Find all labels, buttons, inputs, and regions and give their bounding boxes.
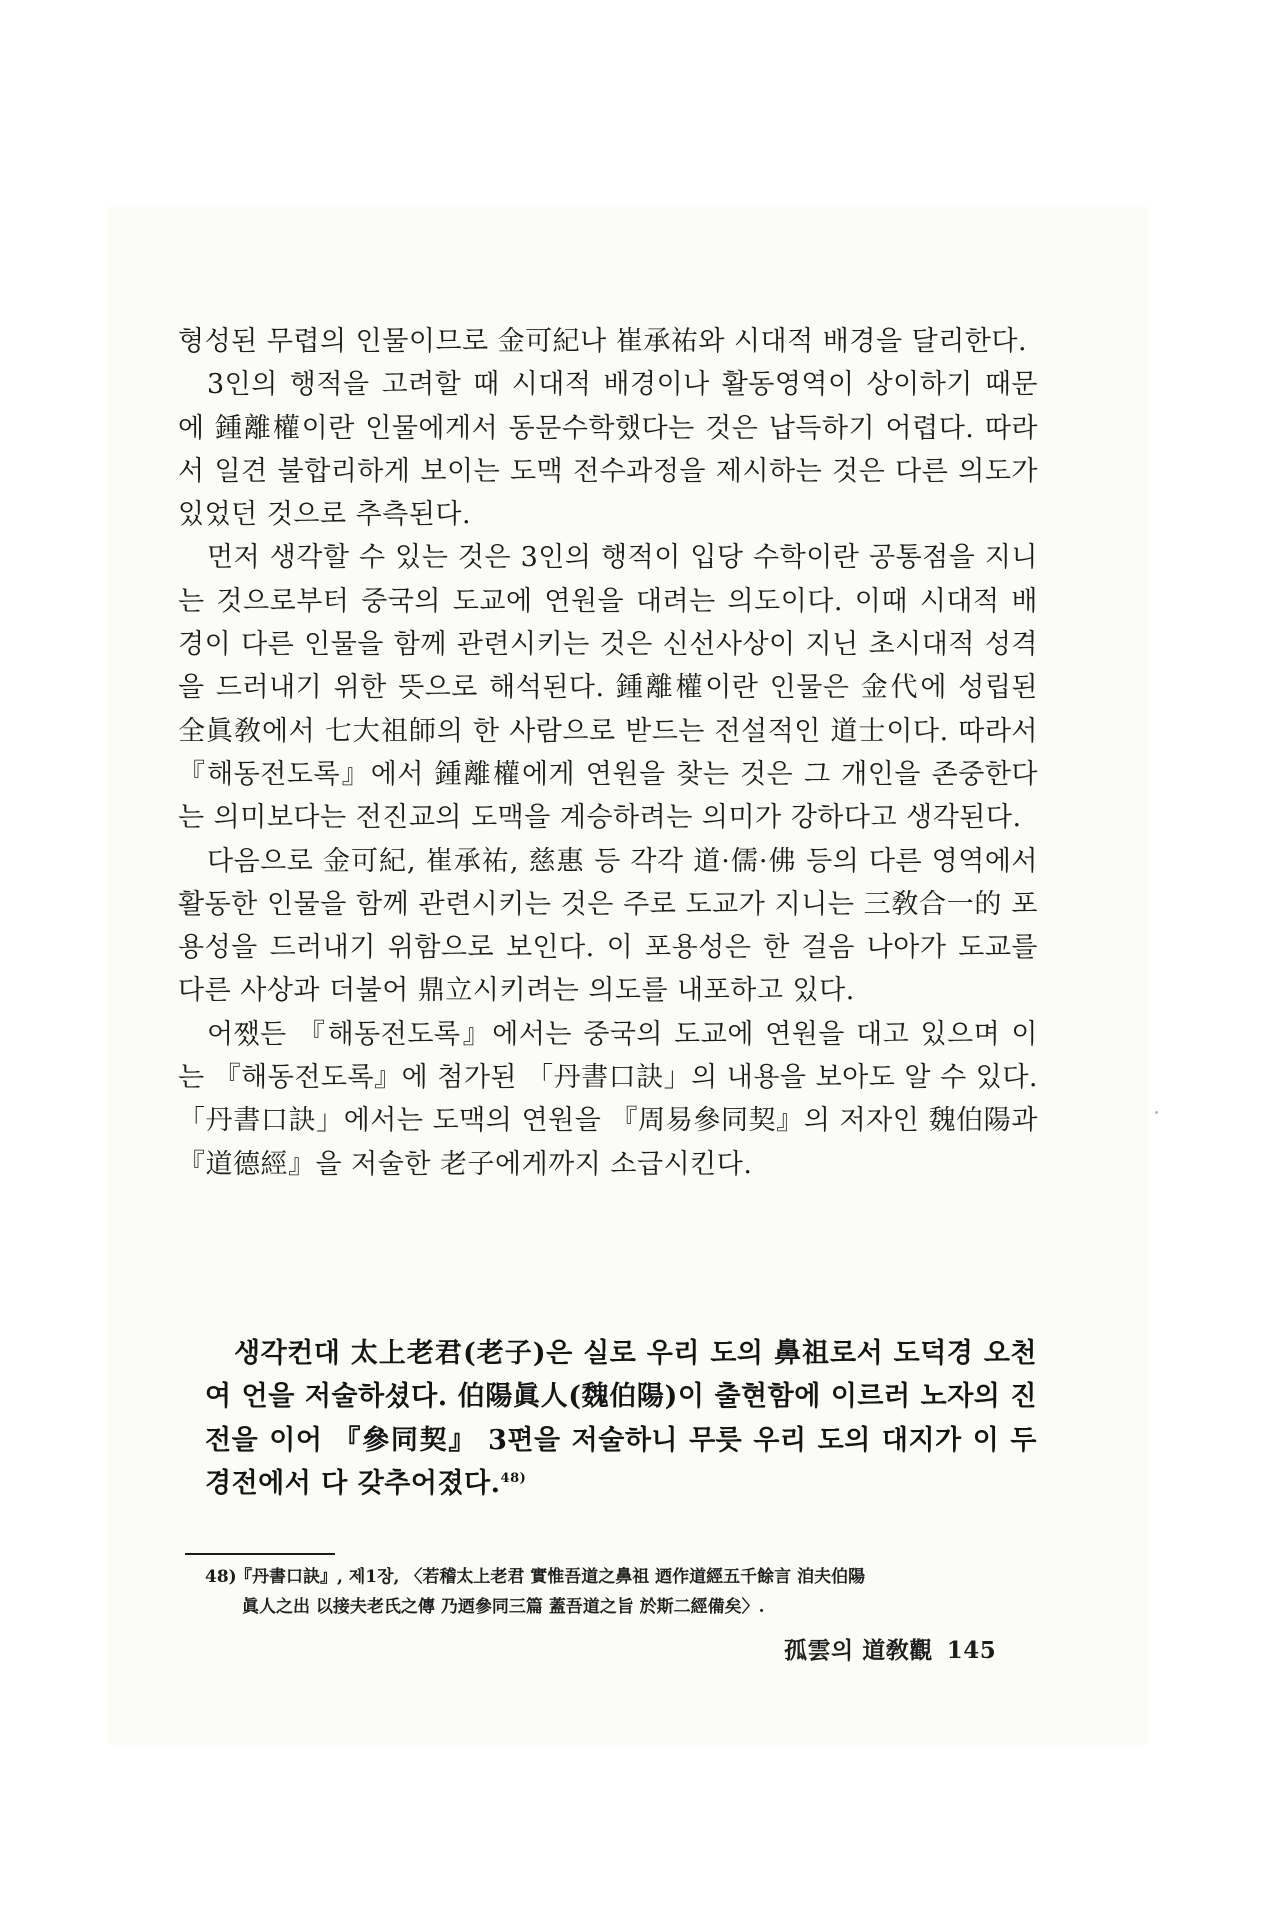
paragraph-2: 3인의 행적을 고려할 때 시대적 배경이나 활동영역이 상이하기 때문에 鍾離權이란 인물에게서 동문수학했다는 것은 납득하기 어렵다. 따라서 일견 불합리하게 보이는 도맥 전수과정을 제시하는 것은 다른 의도가 있었던 것으로 추측된다. bbox=[178, 369, 1038, 531]
paragraph-3: 먼저 생각할 수 있는 것은 3인의 행적이 입당 수학이란 공통점을 지니는 것으로부터 중국의 도교에 연원을 대려는 의도이다. 이때 시대적 배경이 다른 인물을 함께 관련시키는 것은 신선사상이 지닌 초시대적 성격을 드러내기 위한 뜻으로 해석된다. 鍾離權이란 인물은 金代에 성립된 全眞敎에서 七大祖師의 한 사람으로 받드는 전설적인 道士이다. 따라서 『해동전도록』에서 鍾離權에게 연원을 찾는 것은 그 개인을 존중한다는 의미보다는 전진교의 도맥을 계승하려는 의미가 강하다고 생각된다. bbox=[178, 542, 1038, 834]
quote-text: 생각컨대 太上老君(老子)은 실로 우리 도의 鼻祖로서 도덕경 오천여 언을 저술하셨다. 伯陽眞人(魏伯陽)이 출현함에 이르러 노자의 진전을 이어 『參同契』 3편을 저술하니 무릇 우리 도의 대지가 이 두 경전에서 다 갖추어졌다. bbox=[205, 1338, 1037, 1499]
scan-speck bbox=[1155, 1111, 1158, 1114]
footnote-line-2: 眞人之出 以接夫老氏之傳 乃迺參同三篇 蓋吾道之旨 於斯二經備矣〉. bbox=[242, 1597, 765, 1617]
footnote bbox=[205, 1562, 1035, 1622]
footnote-line-1 bbox=[205, 1562, 1035, 1592]
block-quote bbox=[205, 1332, 1037, 1505]
paragraph-1: 형성된 무렵의 인물이므로 金可紀나 崔承祐와 시대적 배경을 달리한다. bbox=[178, 326, 1028, 357]
quote-paragraph bbox=[205, 1332, 1037, 1505]
footnote-divider bbox=[185, 1553, 335, 1555]
paragraph-4: 다음으로 金可紀, 崔承祐, 慈惠 등 각각 道·儒·佛 등의 다른 영역에서 활동한 인물을 함께 관련시키는 것은 주로 도교가 지니는 三敎合一的 포용성을 드러내기 위함으로 보인다. 이 포용성은 한 걸음 나아가 도교를 다른 사상과 더불어 鼎立시키려는 의도를 내포하고 있다. bbox=[178, 845, 1038, 1007]
running-title: 孤雲의 道敎觀 bbox=[784, 1637, 933, 1664]
body-text bbox=[178, 320, 1038, 1186]
paragraph-5: 어쨌든 『해동전도록』에서는 중국의 도교에 연원을 대고 있으며 이는 『해동전도록』에 첨가된 「丹書口訣」의 내용을 보아도 알 수 있다. 「丹書口訣」에서는 도맥의 연원을 『周易參同契』의 저자인 魏伯陽과 『道德經』을 저술한 老子에게까지 소급시킨다. bbox=[178, 1018, 1038, 1180]
footnote-reference: 48) bbox=[500, 1470, 527, 1486]
page-number: 145 bbox=[946, 1637, 997, 1664]
running-footer bbox=[784, 1632, 996, 1665]
footnote-number: 48) bbox=[205, 1567, 237, 1587]
footnote-text-1: 『丹書口訣』, 제1장, 〈若稽太上老君 實惟吾道之鼻祖 迺作道經五千餘言 洎夫伯陽 bbox=[235, 1567, 866, 1587]
